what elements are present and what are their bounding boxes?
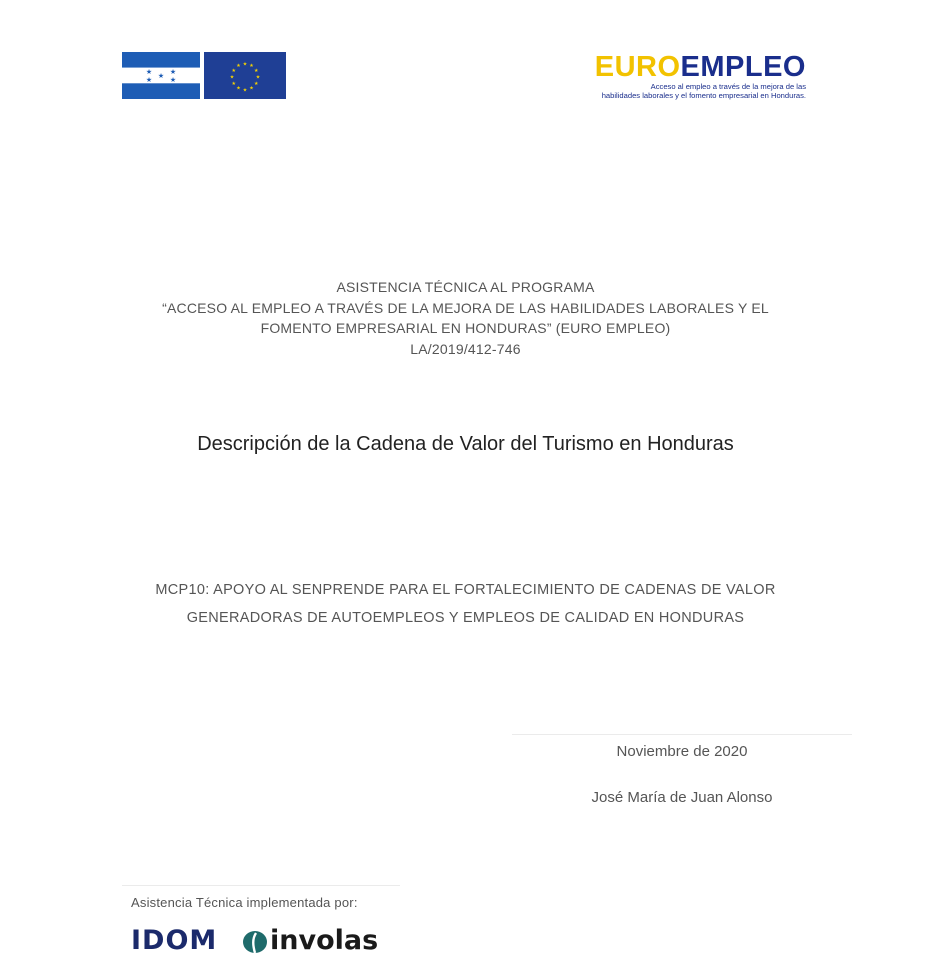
eu-star-icon: ★: [231, 67, 236, 74]
svg-text:★: ★: [145, 68, 153, 76]
header-line-3: FOMENTO EMPRESARIAL EN HONDURAS” (EURO EMPLEO): [260, 320, 671, 336]
header-line-1: ASISTENCIA TÉCNICA AL PROGRAMA: [336, 279, 595, 295]
date-divider: [512, 734, 852, 735]
program-header: [0, 277, 931, 359]
document-date: Noviembre de 2020: [616, 743, 748, 760]
subtitle-line-1: MCP10: APOYO AL SENPRENDE PARA EL FORTALECIMIENTO DE CADENAS DE VALOR: [155, 582, 776, 598]
implemented-by-label: Asistencia Técnica implementada por:: [131, 895, 358, 910]
eu-star-icon: ★: [236, 85, 241, 92]
eu-star-icon: ★: [254, 80, 259, 87]
eu-star-icon: ★: [242, 61, 248, 68]
involas-leaf-icon: [242, 930, 268, 954]
euroempleo-wordmark: [520, 52, 806, 82]
svg-text:★: ★: [145, 76, 153, 84]
eu-star-icon: ★: [249, 85, 254, 92]
euroempleo-tagline-1: Acceso al empleo a través de la mejora de las: [650, 82, 806, 91]
euroempleo-tagline-2: habilidades laborales y el fomento empresarial en Honduras.: [601, 91, 806, 100]
eu-star-icon: ★: [242, 87, 248, 94]
subtitle-line-2: GENERADORAS DE AUTOEMPLEOS Y EMPLEOS DE CALIDAD EN HONDURAS: [186, 610, 745, 626]
eu-star-icon: ★: [249, 63, 254, 70]
eu-star-icon: ★: [236, 63, 241, 70]
eu-flag-icon: [204, 52, 286, 99]
svg-text:★: ★: [157, 72, 165, 80]
honduras-flag-icon: [122, 52, 200, 99]
document-author: José María de Juan Alonso: [591, 789, 773, 806]
footer-divider: [122, 885, 400, 886]
eu-star-icon: ★: [229, 74, 235, 81]
eu-star-icon: ★: [254, 67, 259, 74]
document-title: Descripción de la Cadena de Valor del Turismo en Honduras: [197, 433, 734, 455]
eu-star-icon: ★: [255, 74, 261, 81]
euroempleo-wordmark-empleo: EMPLEO: [680, 51, 806, 83]
euroempleo-logo: [520, 52, 806, 104]
idom-logo: IDOM: [131, 925, 218, 956]
euroempleo-wordmark-euro: EURO: [594, 51, 681, 83]
involas-wordmark: involas: [270, 925, 379, 956]
document-subtitle: [0, 576, 931, 632]
svg-text:★: ★: [169, 76, 177, 84]
header-line-2: “ACCESO AL EMPLEO A TRAVÉS DE LA MEJORA DE LAS HABILIDADES LABORALES Y EL: [162, 299, 769, 316]
header-line-4: LA/2019/412-746: [410, 340, 521, 357]
eu-star-icon: ★: [231, 80, 236, 87]
svg-text:★: ★: [169, 68, 177, 76]
